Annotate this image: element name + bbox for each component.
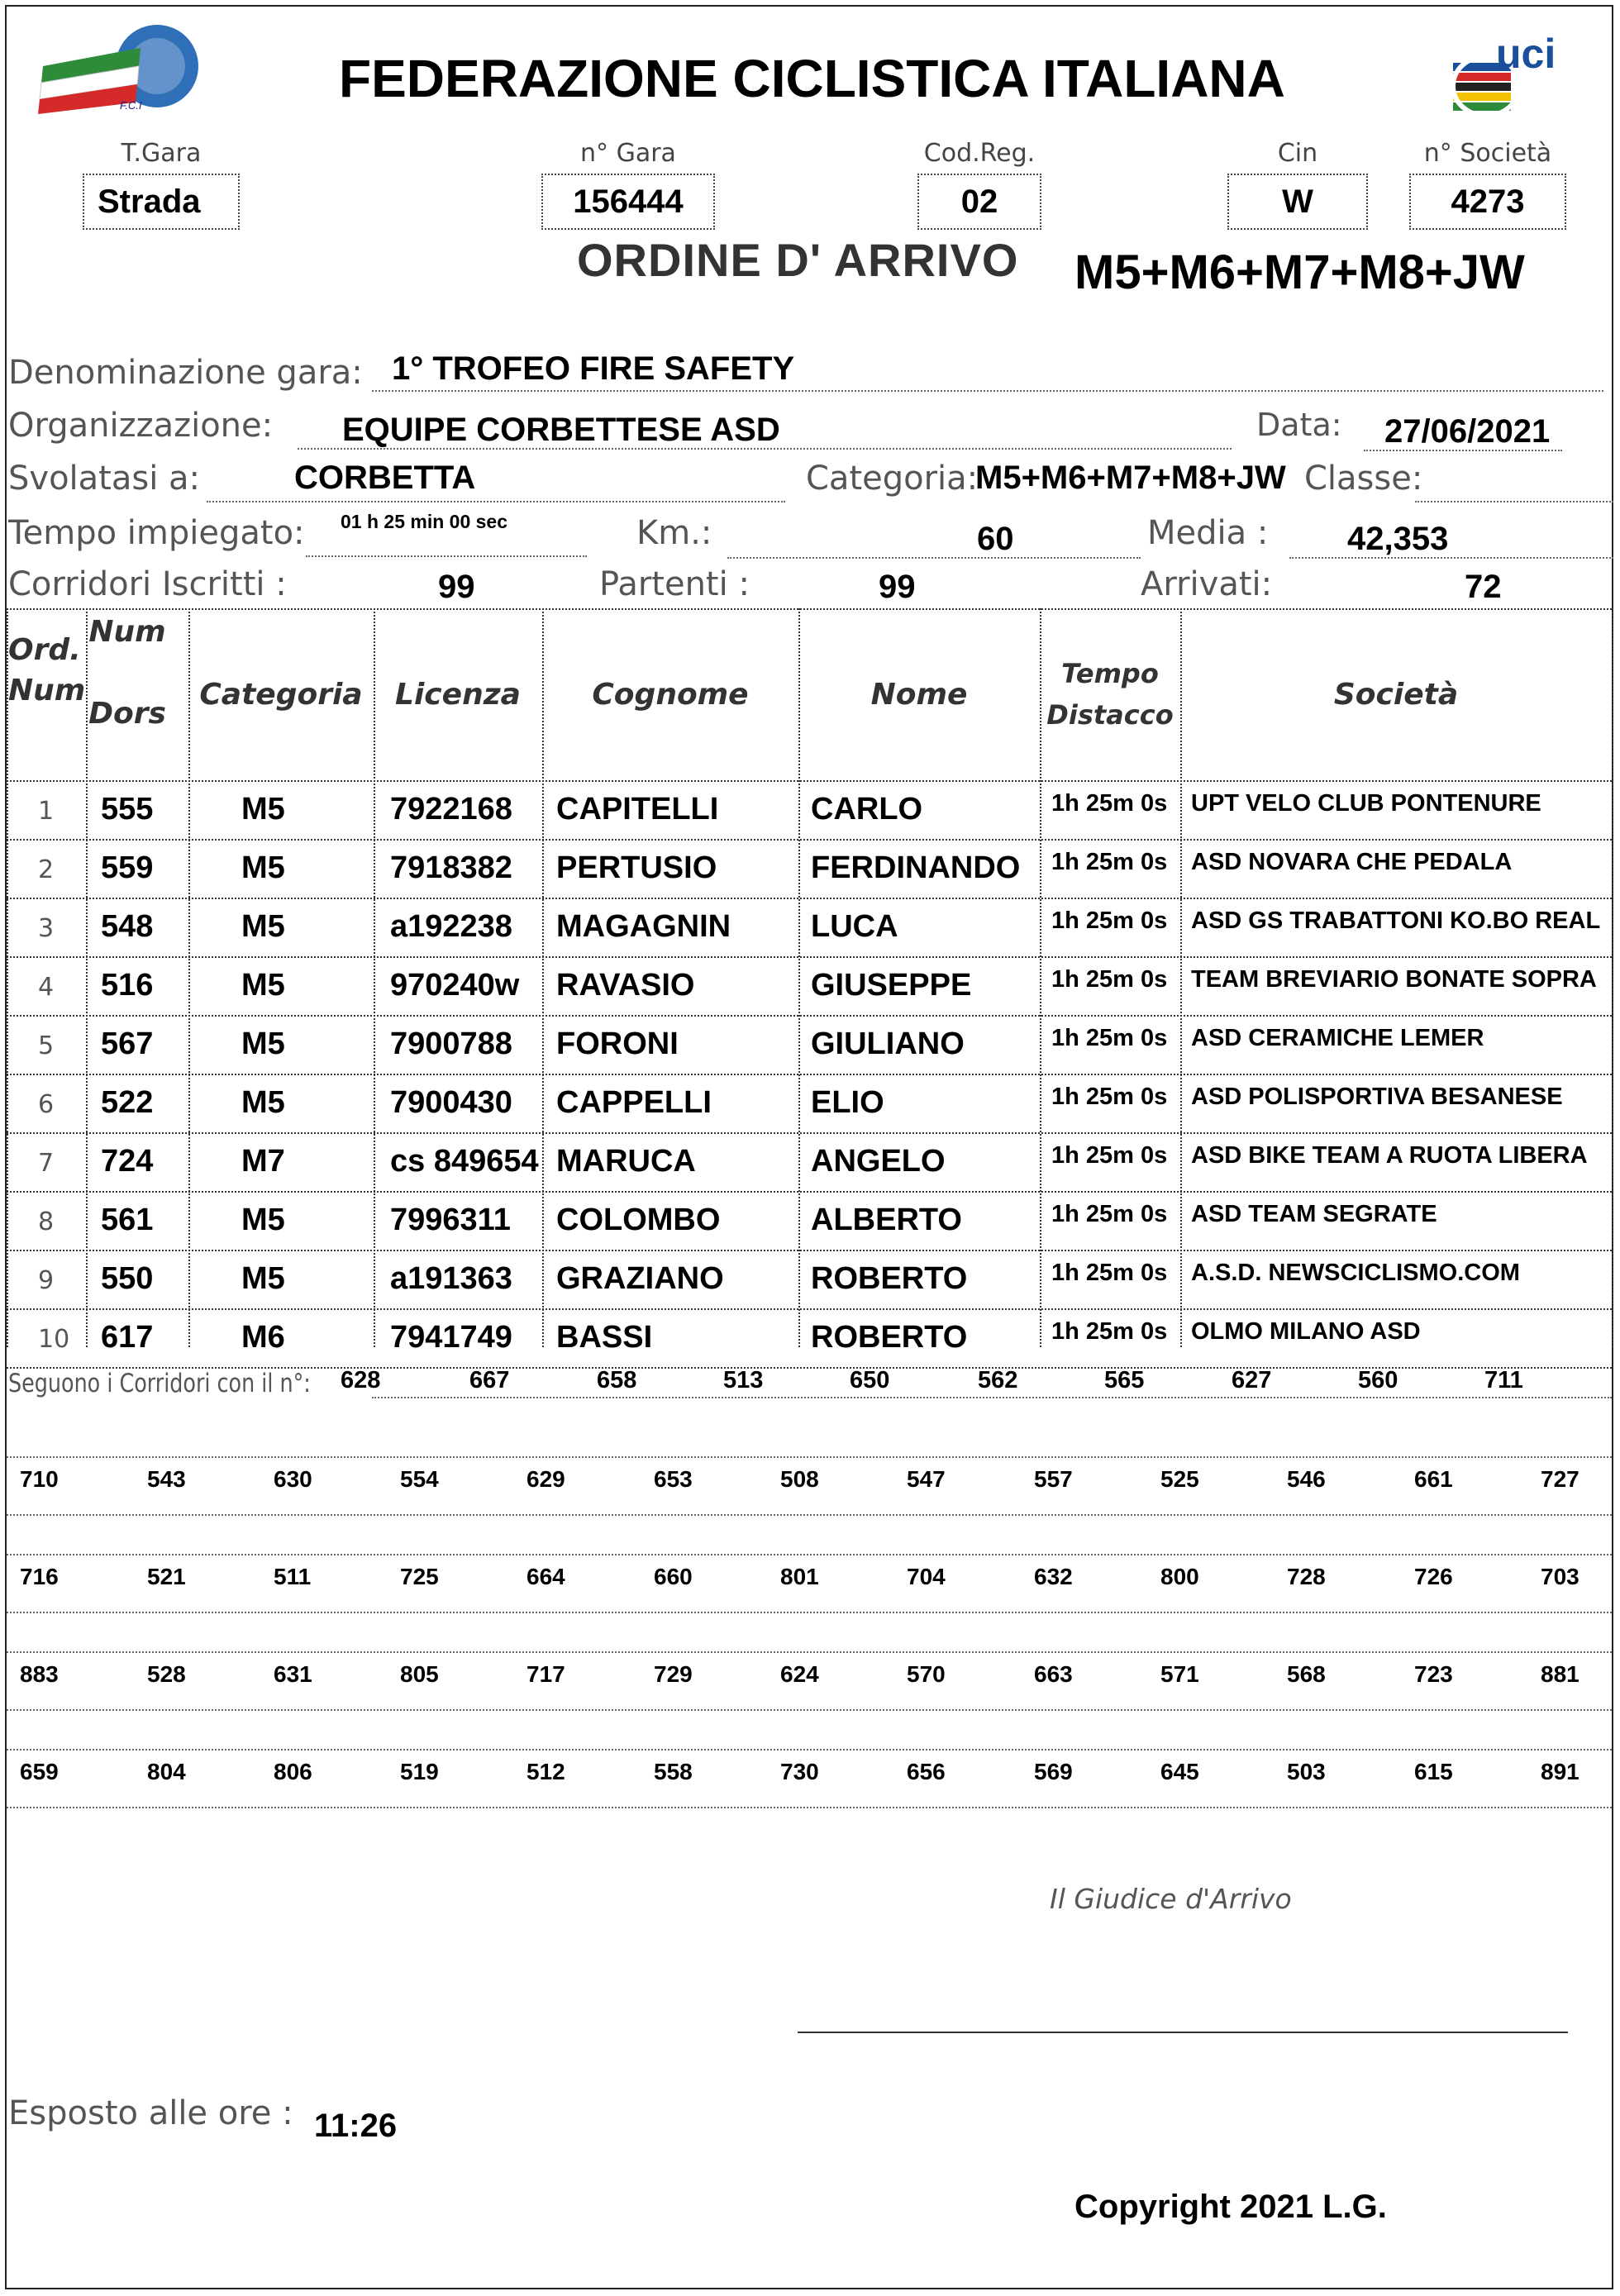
federation-title: FEDERAZIONE CICLISTICA ITALIANA (339, 49, 1285, 108)
following-number: 508 (780, 1466, 819, 1492)
label-iscritti: Corridori Iscritti : (8, 565, 287, 603)
cell-societa: ASD CERAMICHE LEMER (1191, 1025, 1484, 1051)
following-divider (7, 1612, 1612, 1613)
label-organizzazione: Organizzazione: (8, 407, 274, 445)
esposto-label: Esposto alle ore : (8, 2094, 293, 2132)
cell-tempo: 1h 25m 0s (1051, 1260, 1168, 1286)
col-line (1180, 608, 1182, 1347)
cell-ord: 4 (38, 973, 55, 1002)
cell-tempo: 1h 25m 0s (1051, 1142, 1168, 1169)
following-number: 704 (907, 1564, 946, 1589)
following-number: 805 (400, 1661, 439, 1687)
media-text: 42,353 (1347, 521, 1449, 557)
cell-licenza: 7918382 (390, 850, 512, 885)
following-number: 543 (147, 1466, 186, 1492)
following-number: 546 (1287, 1466, 1326, 1492)
label-tempo: Tempo impiegato: (8, 514, 305, 552)
cell-societa: ASD GS TRABATTONI KO.BO REAL (1191, 907, 1601, 934)
cell-tempo: 1h 25m 0s (1051, 1025, 1168, 1051)
cell-num: 561 (101, 1203, 154, 1237)
following-number: 628 (341, 1367, 381, 1393)
svolatasi-text: CORBETTA (294, 460, 476, 496)
copyright: Copyright 2021 L.G. (1074, 2189, 1387, 2225)
value-categoria: M5+M6+M7+M8+JW (975, 460, 1286, 496)
cell-ord: 7 (38, 1149, 55, 1178)
following-number: 528 (147, 1661, 186, 1687)
cell-ord: 8 (38, 1208, 55, 1236)
field-nsocieta: 4273 (1409, 174, 1566, 230)
following-number: 615 (1414, 1759, 1453, 1784)
following-number: 512 (526, 1759, 565, 1784)
following-divider (7, 1709, 1612, 1711)
uci-logo-text: uci (1496, 31, 1556, 77)
cell-societa: UPT VELO CLUB PONTENURE (1191, 790, 1541, 817)
following-number: 629 (526, 1466, 565, 1492)
cell-ord: 6 (38, 1090, 55, 1119)
cell-ord: 3 (38, 914, 55, 943)
cell-tempo: 1h 25m 0s (1051, 849, 1168, 875)
col-line (188, 608, 190, 1347)
cell-categoria: M5 (241, 850, 285, 885)
following-number: 660 (654, 1564, 693, 1589)
following-number: 800 (1160, 1564, 1199, 1589)
value-denominazione (372, 347, 1603, 392)
following-number: 645 (1160, 1759, 1199, 1784)
cell-societa: ASD NOVARA CHE PEDALA (1191, 849, 1513, 875)
following-number: 653 (654, 1466, 693, 1492)
cell-cognome: CAPITELLI (556, 792, 719, 826)
header-tempo-line2: Distacco (1046, 699, 1174, 731)
cell-cognome: RAVASIO (556, 968, 695, 1003)
following-number: 711 (1484, 1367, 1523, 1393)
field-tgara: Strada (83, 174, 240, 230)
label-arrivati: Arrivati: (1141, 565, 1273, 603)
cell-licenza: 7996311 (390, 1203, 511, 1237)
following-number: 627 (1232, 1367, 1272, 1393)
header-cognome: Cognome (592, 678, 749, 712)
cell-nome: ELIO (811, 1085, 884, 1120)
denominazione-text: 1° TROFEO FIRE SAFETY (392, 350, 795, 387)
cell-cognome: PERTUSIO (556, 850, 717, 885)
cell-licenza: 7900430 (390, 1085, 512, 1120)
following-number: 632 (1034, 1564, 1073, 1589)
following-number: 710 (20, 1466, 59, 1492)
following-number: 554 (400, 1466, 439, 1492)
label-classe: Classe: (1304, 460, 1423, 498)
label-svolatasi: Svolatasi a: (8, 460, 201, 498)
cell-nome: ALBERTO (811, 1203, 962, 1237)
cell-tempo: 1h 25m 0s (1051, 966, 1168, 993)
cell-categoria: M5 (241, 1261, 285, 1296)
cell-licenza: a191363 (390, 1261, 512, 1296)
following-number: 513 (723, 1367, 764, 1393)
following-divider (7, 1749, 1612, 1751)
value-arrivati: 72 (1465, 569, 1502, 605)
label-tgara: T.Gara (121, 139, 202, 168)
following-number: 659 (20, 1759, 59, 1784)
cell-num: 550 (101, 1261, 154, 1296)
cell-tempo: 1h 25m 0s (1051, 1318, 1168, 1345)
label-data: Data: (1256, 407, 1342, 443)
field-cin: W (1227, 174, 1368, 230)
uci-logo (1446, 20, 1591, 119)
cell-tempo: 1h 25m 0s (1051, 790, 1168, 817)
table-top-line (7, 608, 1612, 610)
cell-nome: GIULIANO (811, 1027, 965, 1061)
tempo-text: 01 h 25 min 00 sec (341, 511, 508, 532)
cell-cognome: MARUCA (556, 1144, 696, 1179)
following-number: 658 (597, 1367, 637, 1393)
table-row-line (7, 1015, 1612, 1017)
cell-societa: TEAM BREVIARIO BONATE SOPRA (1191, 966, 1597, 993)
col-line (374, 608, 375, 1347)
label-codreg: Cod.Reg. (923, 139, 1036, 168)
cell-nome: LUCA (811, 909, 898, 944)
header-num-line1: Num (88, 615, 166, 649)
table-row-line (7, 1132, 1612, 1134)
cell-tempo: 1h 25m 0s (1051, 1201, 1168, 1227)
following-number: 511 (274, 1564, 312, 1589)
value-tempo (306, 511, 587, 557)
following-number: 727 (1541, 1466, 1580, 1492)
following-number: 521 (147, 1564, 186, 1589)
following-number: 631 (274, 1661, 312, 1687)
cell-categoria: M5 (241, 1027, 285, 1061)
following-number: 630 (274, 1466, 312, 1492)
following-number: 571 (1160, 1661, 1199, 1687)
cell-societa: ASD BIKE TEAM A RUOTA LIBERA (1191, 1142, 1588, 1169)
following-number: 569 (1034, 1759, 1073, 1784)
following-number: 661 (1414, 1466, 1453, 1492)
cell-categoria: M6 (241, 1320, 285, 1355)
cell-licenza: 7900788 (390, 1027, 512, 1061)
value-classe (1415, 453, 1613, 503)
header-categoria: Categoria (199, 678, 363, 712)
label-partenti: Partenti : (599, 565, 750, 603)
following-number: 804 (147, 1759, 186, 1784)
following-number: 557 (1034, 1466, 1073, 1492)
fci-logo-text: F.C.I (120, 99, 142, 112)
following-number: 728 (1287, 1564, 1326, 1589)
cell-categoria: M5 (241, 968, 285, 1003)
table-row-line (7, 1308, 1612, 1310)
label-km: Km.: (636, 514, 712, 552)
table-header-line (7, 780, 1612, 782)
cell-nome: ANGELO (811, 1144, 946, 1179)
following-number: 525 (1160, 1466, 1199, 1492)
cell-tempo: 1h 25m 0s (1051, 907, 1168, 934)
giudice-label: Il Giudice d'Arrivo (1050, 1883, 1292, 1915)
following-number: 726 (1414, 1564, 1453, 1589)
following-number: 801 (780, 1564, 819, 1589)
header-num-line2: Dors (88, 697, 166, 731)
cell-num: 555 (101, 792, 154, 826)
following-number: 806 (274, 1759, 312, 1784)
following-number: 729 (654, 1661, 693, 1687)
cell-categoria: M5 (241, 909, 285, 944)
following-number: 663 (1034, 1661, 1073, 1687)
signature-line (798, 2032, 1568, 2033)
following-number: 650 (850, 1367, 890, 1393)
value-media (1289, 511, 1613, 559)
table-row-line (7, 1250, 1612, 1251)
cell-cognome: COLOMBO (556, 1203, 721, 1237)
header-tempo-line1: Tempo (1061, 658, 1159, 689)
value-data (1364, 407, 1562, 451)
cell-ord: 10 (38, 1325, 70, 1354)
cell-ord: 5 (38, 1031, 55, 1060)
following-number: 624 (780, 1661, 819, 1687)
col-line (1612, 608, 1613, 1347)
cell-num: 567 (101, 1027, 154, 1061)
following-number: 565 (1104, 1367, 1145, 1393)
cell-categoria: M7 (241, 1144, 285, 1179)
following-number: 730 (780, 1759, 819, 1784)
following-number: 883 (20, 1661, 59, 1687)
value-svolatasi (207, 453, 785, 503)
cell-cognome: MAGAGNIN (556, 909, 731, 944)
cell-num: 548 (101, 909, 154, 944)
label-nsocieta: n° Società (1423, 139, 1552, 168)
header-licenza: Licenza (395, 678, 521, 712)
label-cin: Cin (1277, 139, 1318, 168)
table-row-line (7, 839, 1612, 841)
cell-nome: ROBERTO (811, 1320, 968, 1355)
col-line (798, 608, 800, 1347)
cell-cognome: GRAZIANO (556, 1261, 724, 1296)
following-number: 503 (1287, 1759, 1326, 1784)
header-tempo (1040, 658, 1180, 731)
following-divider (7, 1554, 1612, 1555)
following-number: 570 (907, 1661, 946, 1687)
header-nome: Nome (870, 678, 968, 712)
label-categoria: Categoria: (806, 460, 979, 498)
cell-licenza: 970240w (390, 968, 520, 1003)
cell-licenza: 7941749 (390, 1320, 512, 1355)
document-title: ORDINE D' ARRIVO (577, 234, 1019, 286)
cell-cognome: CAPPELLI (556, 1085, 712, 1120)
value-km (727, 511, 1141, 559)
following-divider (7, 1456, 1612, 1458)
cell-societa: OLMO MILANO ASD (1191, 1318, 1421, 1345)
following-number: 519 (400, 1759, 439, 1784)
cell-nome: FERDINANDO (811, 850, 1021, 885)
value-iscritti: 99 (438, 569, 475, 605)
field-codreg: 02 (917, 174, 1041, 230)
km-text: 60 (977, 521, 1014, 557)
following-number: 562 (978, 1367, 1018, 1393)
table-row-line (7, 956, 1612, 958)
following-divider (7, 1807, 1612, 1808)
value-organizzazione (298, 407, 1232, 450)
header-num (88, 615, 167, 731)
cell-categoria: M5 (241, 792, 285, 826)
cell-num: 559 (101, 850, 154, 885)
cell-num: 617 (101, 1320, 154, 1355)
cell-num: 724 (101, 1144, 154, 1179)
following-divider (7, 1514, 1612, 1516)
fci-logo (33, 23, 198, 114)
following-number: 560 (1358, 1367, 1398, 1393)
following-label: Seguono i Corridori con il n°: (8, 1369, 311, 1398)
following-number: 725 (400, 1564, 439, 1589)
cell-societa: ASD TEAM SEGRATE (1191, 1201, 1437, 1227)
following-number: 717 (526, 1661, 565, 1687)
table-row-line (7, 1074, 1612, 1075)
cell-cognome: BASSI (556, 1320, 653, 1355)
following-number: 547 (907, 1466, 946, 1492)
cell-categoria: M5 (241, 1203, 285, 1237)
cell-societa: ASD POLISPORTIVA BESANESE (1191, 1084, 1563, 1110)
following-number: 723 (1414, 1661, 1453, 1687)
data-text: 27/06/2021 (1384, 413, 1551, 450)
value-partenti: 99 (879, 569, 916, 605)
cell-licenza: cs 849654 (390, 1144, 539, 1179)
cell-tempo: 1h 25m 0s (1051, 1084, 1168, 1110)
header-societa: Società (1333, 678, 1459, 712)
cell-societa: A.S.D. NEWSCICLISMO.COM (1191, 1260, 1520, 1286)
label-media: Media : (1147, 514, 1269, 552)
field-ngara: 156444 (541, 174, 715, 230)
cell-ord: 2 (38, 855, 55, 884)
following-number: 664 (526, 1564, 565, 1589)
following-number: 568 (1287, 1661, 1326, 1687)
col-line (542, 608, 544, 1347)
esposto-value: 11:26 (314, 2108, 398, 2144)
table-row-line (7, 898, 1612, 899)
label-denominazione: Denominazione gara: (8, 354, 363, 392)
cell-cognome: FORONI (556, 1027, 679, 1061)
following-number: 656 (907, 1759, 946, 1784)
cell-nome: GIUSEPPE (811, 968, 972, 1003)
cell-licenza: a192238 (390, 909, 512, 944)
following-number: 703 (1541, 1564, 1580, 1589)
col-line (7, 608, 8, 1347)
following-number: 558 (654, 1759, 693, 1784)
header-ord-line2: Num (8, 674, 86, 707)
cell-num: 522 (101, 1085, 154, 1120)
cell-nome: CARLO (811, 792, 923, 826)
cell-num: 516 (101, 968, 154, 1003)
following-number: 881 (1541, 1661, 1580, 1687)
following-number: 891 (1541, 1759, 1580, 1784)
cell-ord: 9 (38, 1266, 55, 1295)
cell-ord: 1 (38, 797, 55, 826)
table-row-line (7, 1191, 1612, 1193)
following-divider (7, 1651, 1612, 1653)
header-ord (8, 633, 86, 707)
label-ngara: n° Gara (580, 139, 676, 168)
following-number: 716 (20, 1564, 59, 1589)
following-number: 667 (469, 1367, 510, 1393)
cell-licenza: 7922168 (390, 792, 512, 826)
cell-categoria: M5 (241, 1085, 285, 1120)
cell-nome: ROBERTO (811, 1261, 968, 1296)
categories-title: M5+M6+M7+M8+JW (1074, 245, 1525, 299)
header-ord-line1: Ord. (8, 633, 81, 667)
organizzazione-text: EQUIPE CORBETTESE ASD (342, 412, 780, 448)
